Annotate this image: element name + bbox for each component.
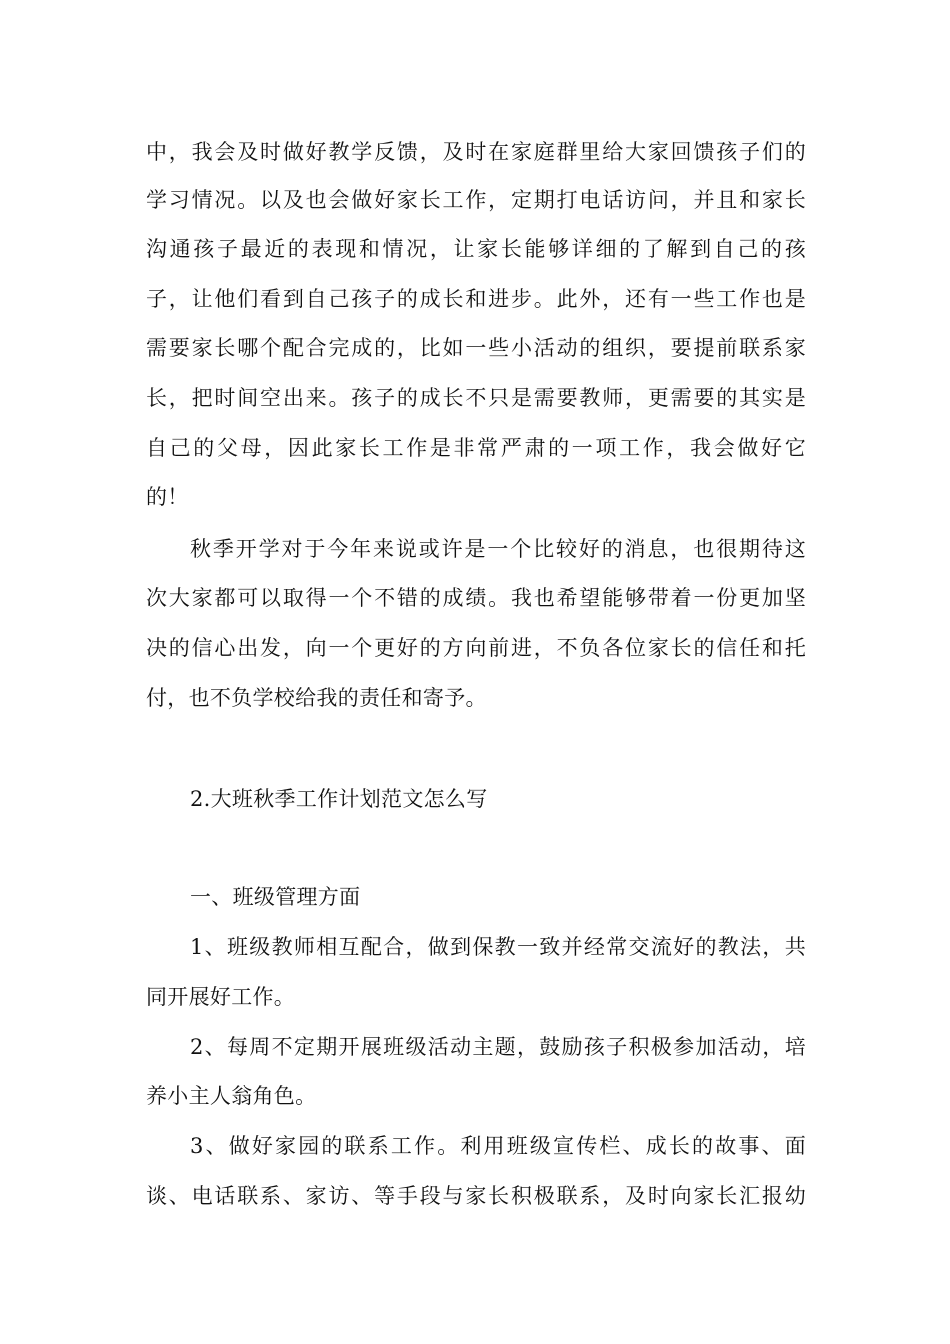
subsection-title: 一、班级管理方面 <box>190 885 361 909</box>
paragraph-1-line-1: 中，我会及时做好教学反馈，及时在家庭群里给大家回馈孩子们的 <box>146 140 806 164</box>
item-1-line-1: 1、班级教师相互配合，做到保教一致并经常交流好的教法，共 <box>190 935 806 959</box>
item-2-line-1: 2、每周不定期开展班级活动主题，鼓励孩子积极参加活动，培 <box>190 1035 806 1059</box>
section-title: 2.大班秋季工作计划范文怎么写 <box>190 787 488 811</box>
paragraph-1-line-2: 学习情况。以及也会做好家长工作，定期打电话访问，并且和家长 <box>146 188 806 212</box>
paragraph-1-line-5: 需要家长哪个配合完成的，比如一些小活动的组织，要提前联系家 <box>146 336 806 360</box>
paragraph-1-line-7: 自己的父母，因此家长工作是非常严肃的一项工作，我会做好它 <box>146 436 806 460</box>
paragraph-2-line-3: 决的信心出发，向一个更好的方向前进，不负各位家长的信任和托 <box>146 636 806 660</box>
paragraph-1-line-8: 的！ <box>146 485 189 509</box>
paragraph-1-line-3: 沟通孩子最近的表现和情况，让家长能够详细的了解到自己的孩 <box>146 237 806 261</box>
paragraph-2-line-1: 秋季开学对于今年来说或许是一个比较好的消息，也很期待这 <box>190 537 806 561</box>
item-1-line-2: 同开展好工作。 <box>146 985 296 1009</box>
item-3-line-1: 3、做好家园的联系工作。利用班级宣传栏、成长的故事、面 <box>190 1134 806 1158</box>
paragraph-1-line-4: 子，让他们看到自己孩子的成长和进步。此外，还有一些工作也是 <box>146 287 806 311</box>
paragraph-2-line-2: 次大家都可以取得一个不错的成绩。我也希望能够带着一份更加坚 <box>146 586 806 610</box>
item-3-line-2: 谈、电话联系、家访、等手段与家长积极联系，及时向家长汇报幼 <box>146 1184 806 1208</box>
paragraph-1-line-6: 长，把时间空出来。孩子的成长不只是需要教师，更需要的其实是 <box>146 386 806 410</box>
item-2-line-2: 养小主人翁角色。 <box>146 1084 317 1108</box>
paragraph-2-line-4: 付，也不负学校给我的责任和寄予。 <box>146 686 487 710</box>
